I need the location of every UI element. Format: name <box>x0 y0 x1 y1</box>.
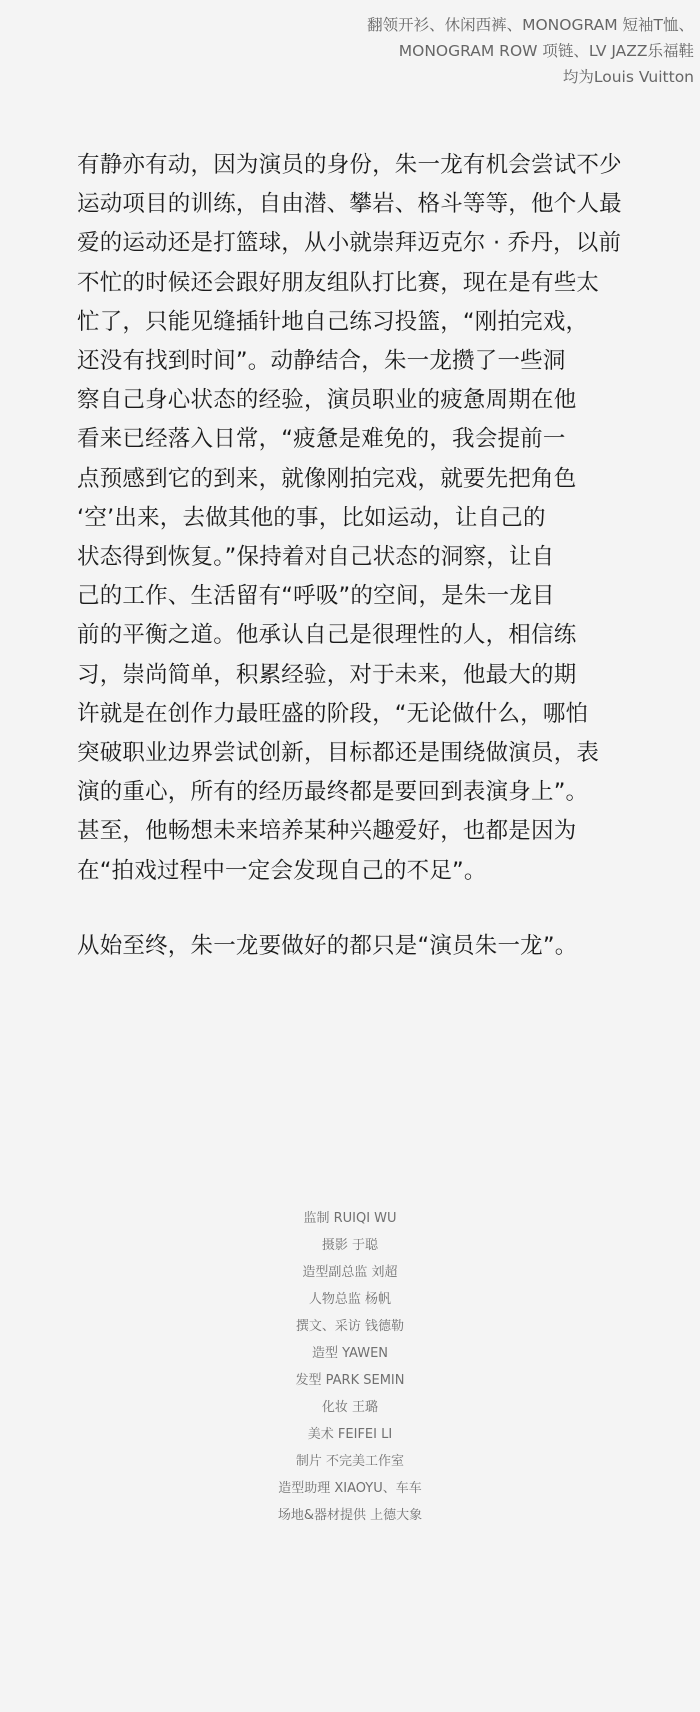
paragraph-line: 有静亦有动，因为演员的身份，朱一龙有机会尝试不少 <box>77 152 622 178</box>
outfit-credit-line: MONOGRAM ROW 项链、LV JAZZ乐福鞋 <box>398 42 694 60</box>
staff-credit-line: 美术 FEIFEI LI <box>307 1427 393 1442</box>
paragraph-line: 突破职业边界尝试创新，目标都还是围绕做演员，表 <box>77 740 600 767</box>
staff-credit-line: 化妆 王璐 <box>321 1400 379 1415</box>
paragraph-line: 运动项目的训练，自由潜、攀岩、格斗等等，他个人最 <box>77 191 622 218</box>
staff-credit-line: 造型副总监 刘超 <box>302 1265 398 1280</box>
paragraph-line: 甚至，他畅想未来培养某种兴趣爱好，也都是因为 <box>77 818 577 845</box>
paragraph-line: 演的重心，所有的经历最终都是要回到表演身上”。 <box>77 779 589 806</box>
paragraph-line: 在“拍戏过程中一定会发现自己的不足”。 <box>77 857 487 884</box>
staff-credit-line: 监制 RUIQI WU <box>303 1211 397 1226</box>
paragraph-line: 己的工作、生活留有“呼吸”的空间，是朱一龙目 <box>77 583 555 610</box>
staff-credits <box>0 1205 700 1529</box>
staff-credit-line: 摄影 于聪 <box>321 1238 379 1253</box>
paragraph-line: 点预感到它的到来，就像刚拍完戏，就要先把角色 <box>77 465 577 492</box>
paragraph-line: 前的平衡之道。他承认自己是很理性的人，相信练 <box>77 622 577 649</box>
paragraph-line: 忙了，只能见缝插针地自己练习投篮，“刚拍完戏， <box>77 308 589 335</box>
paragraph-line: 状态得到恢复。”保持着对自己状态的洞察，让自 <box>77 544 555 571</box>
paragraph-line: 还没有找到时间”。动静结合，朱一龙攒了一些洞 <box>77 348 566 375</box>
outfit-credit <box>274 12 694 90</box>
staff-credit-line: 发型 PARK SEMIN <box>295 1373 405 1388</box>
staff-credit-line: 造型助理 XIAOYU、车车 <box>278 1481 422 1496</box>
staff-credit-line: 撰文、采访 钱德勒 <box>295 1319 405 1334</box>
paragraph-line: 不忙的时候还会跟好朋友组队打比赛，现在是有些太 <box>77 269 600 296</box>
paragraph-line: 许就是在创作力最旺盛的阶段，“无论做什么，哪怕 <box>77 700 589 727</box>
outfit-credit-line: 均为Louis Vuitton <box>562 68 694 86</box>
paragraph-line: 爱的运动还是打篮球，从小就崇拜迈克尔 · 乔丹，以前 <box>77 230 622 257</box>
paragraph-line: 看来已经落入日常，“疲惫是难免的，我会提前一 <box>77 426 566 453</box>
outfit-credit-line: 翻领开衫、休闲西裤、MONOGRAM 短袖T恤、 <box>367 16 694 34</box>
article-paragraph <box>77 146 637 891</box>
staff-credit-line: 场地&器材提供 上德大象 <box>277 1508 423 1523</box>
closing-paragraph: 从始至终，朱一龙要做好的都只是“演员朱一龙”。 <box>77 932 578 959</box>
article-body <box>77 146 637 966</box>
staff-credit-line: 制片 不完美工作室 <box>295 1454 405 1469</box>
paragraph-line: 习，崇尚简单，积累经验，对于未来，他最大的期 <box>77 661 577 688</box>
paragraph-line: 察自己身心状态的经验，演员职业的疲惫周期在他 <box>77 387 577 414</box>
paragraph-line: ‘空’出来，去做其他的事，比如运动，让自己的 <box>77 504 546 531</box>
staff-credit-line: 造型 YAWEN <box>311 1346 389 1361</box>
staff-credit-line: 人物总监 杨帆 <box>308 1292 392 1307</box>
